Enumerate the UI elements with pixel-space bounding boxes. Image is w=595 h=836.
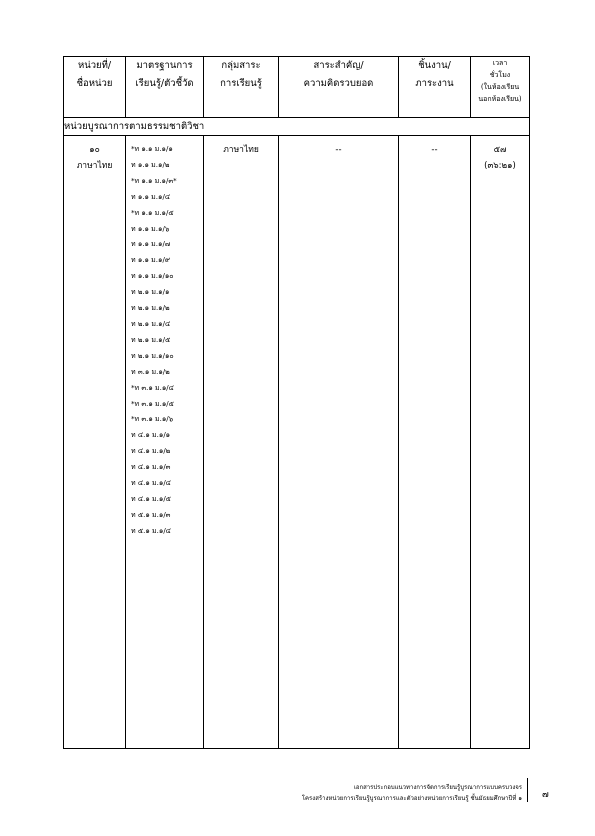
standards-cell bbox=[126, 136, 204, 749]
header-task-line1: ชิ้นงาน/ bbox=[418, 60, 451, 71]
standard-code: ท ๑.๑ ม.๑/๒ bbox=[131, 160, 170, 169]
table-row bbox=[64, 136, 530, 749]
standard-code: ท ๓.๑ ม.๑/๒ bbox=[131, 367, 170, 376]
standard-code: ท ๑.๑ ม.๑/๗ bbox=[131, 240, 171, 249]
task-cell bbox=[399, 136, 471, 749]
standard-code: ท ๔.๑ ม.๑/๕ bbox=[131, 494, 171, 503]
content-cell bbox=[279, 136, 399, 749]
standard-code: *ท ๑.๑ ม.๑/๑ bbox=[131, 145, 173, 153]
standard-code: *ท ๓.๑ ม.๑/๕ bbox=[131, 399, 174, 408]
header-unit bbox=[64, 57, 126, 118]
header-standard bbox=[126, 57, 204, 118]
standard-code: ท ๒.๑ ม.๑/๕ bbox=[131, 335, 171, 344]
footer-line1: เอกสารประกอบแนวทางการจัดการเรียนรู้บูรณาการแบบครบวงจร bbox=[353, 784, 522, 791]
header-task bbox=[399, 57, 471, 118]
header-subject-line1: กลุ่มสาระ bbox=[221, 60, 261, 71]
time-cell bbox=[471, 136, 530, 749]
standard-code: ท ๕.๑ ม.๑/๓ bbox=[131, 510, 171, 519]
header-subject-line2: การเรียนรู้ bbox=[220, 78, 262, 89]
header-content bbox=[279, 57, 399, 118]
page-footer bbox=[240, 782, 522, 804]
standard-code: ท ๔.๑ ม.๑/๓ bbox=[131, 463, 171, 472]
header-unit-line2: ชื่อหน่วย bbox=[76, 78, 113, 89]
group-row bbox=[64, 118, 530, 136]
header-row bbox=[64, 57, 530, 118]
standard-code: ท ๑.๑ ม.๑/๔ bbox=[131, 192, 171, 201]
footer-divider bbox=[527, 778, 528, 802]
unit-number: ๑๐ bbox=[89, 145, 100, 155]
footer-line2: โครงสร้างหน่วยการเรียนรู้บูรณาการและตัวอย่างหน่วยการเรียนรู้ ชั้นมัธยมศึกษาปีที่ ๑ bbox=[301, 795, 522, 802]
standard-code: ท ๒.๑ ม.๑/๑๐ bbox=[131, 351, 174, 360]
header-time-line1: เวลา bbox=[492, 59, 508, 67]
subject-value: ภาษาไทย bbox=[223, 145, 259, 155]
header-subject bbox=[204, 57, 279, 118]
header-task-line2: ภาระงาน bbox=[415, 78, 454, 89]
group-label: หน่วยบูรณาการตามธรรมชาติวิชา bbox=[64, 118, 530, 136]
standard-code: ท ๔.๑ ม.๑/๒ bbox=[131, 447, 171, 456]
time-split: (๓๖:๒๑) bbox=[484, 161, 516, 171]
curriculum-table bbox=[63, 56, 530, 749]
header-time-line4: นอกห้องเรียน) bbox=[478, 95, 522, 103]
standards-list bbox=[126, 136, 203, 540]
header-content-line1: สาระสำคัญ/ bbox=[313, 60, 364, 71]
header-time-line2: ชั่วโมง bbox=[489, 71, 511, 79]
task-value: -- bbox=[431, 145, 438, 155]
page-number: ๗ bbox=[542, 790, 549, 800]
standard-code: *ท ๑.๑ ม.๑/๕ bbox=[131, 208, 174, 217]
header-standard-line1: มาตรฐานการ bbox=[136, 60, 193, 71]
standard-code: ท ๔.๑ ม.๑/๔ bbox=[131, 479, 171, 488]
unit-name: ภาษาไทย bbox=[76, 161, 113, 171]
standard-code: ท ๕.๑ ม.๑/๔ bbox=[131, 526, 171, 535]
header-content-line2: ความคิดรวบยอด bbox=[303, 78, 374, 89]
header-standard-line2: เรียนรู้/ตัวชี้วัด bbox=[135, 78, 194, 89]
standard-code: ท ๑.๑ ม.๑/๑๐ bbox=[131, 272, 174, 281]
unit-cell bbox=[64, 136, 126, 749]
header-time-line3: (ในห้องเรียน bbox=[480, 83, 520, 91]
time-total: ๕๗ bbox=[493, 145, 507, 155]
standard-code: ท ๑.๑ ม.๑/๙ bbox=[131, 256, 170, 265]
standard-code: ท ๒.๑ ม.๑/๒ bbox=[131, 304, 170, 313]
standard-code: ท ๑.๑ ม.๑/๖ bbox=[131, 224, 170, 233]
header-unit-line1: หน่วยที่/ bbox=[77, 60, 112, 71]
standard-code: *ท ๓.๑ ม.๑/๖ bbox=[131, 415, 174, 424]
standard-code: ท ๔.๑ ม.๑/๑ bbox=[131, 431, 171, 440]
subject-cell bbox=[204, 136, 279, 749]
standard-code: ท ๒.๑ ม.๑/๔ bbox=[131, 319, 171, 328]
header-time bbox=[471, 57, 530, 118]
content-value: -- bbox=[335, 145, 342, 155]
standard-code: *ท ๓.๑ ม.๑/๔ bbox=[131, 383, 174, 392]
standard-code: ท ๒.๑ ม.๑/๑ bbox=[131, 288, 170, 297]
standard-code: *ท ๑.๑ ม.๑/๓* bbox=[131, 176, 177, 185]
